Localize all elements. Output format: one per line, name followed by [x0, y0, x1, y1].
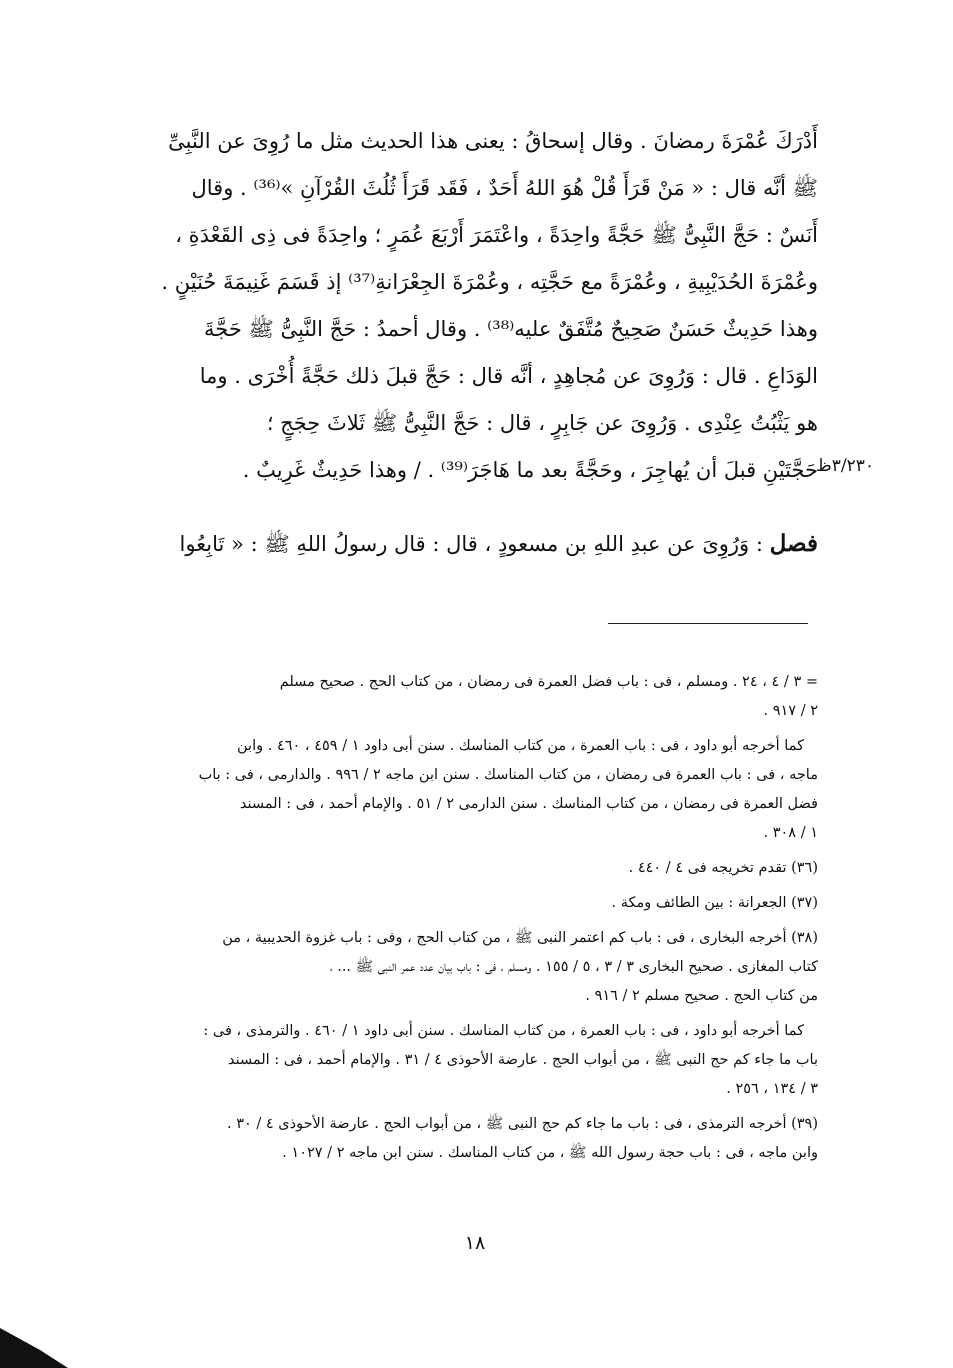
footnote — [150, 854, 818, 883]
fasl-text: : وَرُوِىَ عن عبدِ اللهِ بن مسعودٍ ، قال : قال رسولُ اللهِ ﷺ : « تَابِعُوا — [179, 532, 763, 556]
main-text-line: وعُمْرَةَ الحُدَيْبِيةِ ، وعُمْرَةً مع حَجَّتِه ، وعُمْرَةَ الجِعْرَانةِ⁽³⁷⁾ إذ قَسَمَ غَنِيمَةَ حُنَيْنٍ . — [161, 270, 818, 294]
footnote-line: ٣ / ١٣٤ ، ٢٥٦ . — [726, 1081, 818, 1097]
page-number: ١٨ — [464, 1232, 486, 1254]
main-text-line: حَجَّتَيْنِ قبلَ أن يُهاجِرَ ، وحَجَّةً بعد ما هَاجَرَ⁽³⁹⁾ . / وهذا حَدِيثٌ غَرِيبٌ . — [242, 458, 818, 482]
footnote-line: (٣٨) أخرجه البخارى ، فى : باب كم اعتمر النبى ﷺ ، من كتاب الحج ، وفى : باب غزوة الحديبية ، من — [222, 930, 818, 946]
main-text-line: أَنَسٌ : حَجَّ النَّبِىُّ ﷺ حَجَّةً واحِدَةً ، واعْتَمَرَ أَرْبَعَ عُمَرٍ ؛ واحِدَةً فى ذِى القَعْدَةِ ، — [175, 223, 818, 247]
main-text-line: وهذا حَدِيثٌ حَسَنٌ صَحِيحٌ مُتَّفَقٌ عليه⁽³⁸⁾ . وقال أحمدُ : حَجَّ النَّبِىُّ ﷺ حَجَّةَ — [204, 317, 818, 341]
footnote-line: ماجه ، فى : باب العمرة فى رمضان ، من كتاب المناسك . سنن ابن ماجه ٢ / ٩٩٦ . والدارمى ، فى : باب — [198, 767, 818, 783]
main-text-line: هو يَثْبُتُ عِنْدِى . وَرُوِىَ عن جَابِرٍ ، قال : حَجَّ النَّبِىُّ ﷺ ثَلاثَ حِجَجٍ ؛ — [266, 411, 818, 435]
fasl-section — [128, 520, 818, 568]
fasl-heading: فصل — [769, 530, 818, 557]
footnote — [150, 1017, 818, 1104]
footnote — [150, 1110, 818, 1168]
footnote-line: ٢ / ٩١٧ . — [763, 703, 818, 719]
scan-edge-shadow — [0, 1318, 70, 1368]
footnote-line: وابن ماجه ، فى : باب حجة رسول الله ﷺ ، من كتاب المناسك . سنن ابن ماجه ٢ / ١٠٢٧ . — [282, 1145, 818, 1161]
margin-reference: ٣/٢٣٠ظ — [816, 456, 874, 476]
footnote — [150, 732, 818, 848]
footnote — [150, 889, 818, 918]
footnote-line: كتاب المغازى . صحيح البخارى ٣ / ٣ ، ٥ / ١٥٥ . ومسلم ، فى : باب بيان عدد عمر النبى ﷺ ... ، — [329, 959, 818, 975]
footnote-line: (٣٦) تقدم تخريجه فى ٤ / ٤٤٠ . — [628, 860, 818, 876]
footnote-line: كما أخرجه أبو داود ، فى : باب العمرة ، من كتاب المناسك . سنن أبى داود ١ / ٤٦٠ . والترمذى ، فى : — [203, 1023, 804, 1039]
footnote-line: فضل العمرة فى رمضان ، من كتاب المناسك . سنن الدارمى ٢ / ٥١ . والإمام أحمد ، فى : المسند — [239, 796, 818, 812]
footnote-line: ١ / ٣٠٨ . — [763, 825, 818, 841]
footnote-line: باب ما جاء كم حج النبى ﷺ ، من أبواب الحج . عارضة الأحوذى ٤ / ٣١ . والإمام أحمد ، فى : المسند — [227, 1052, 818, 1068]
footnotes — [150, 668, 818, 1174]
footnote-line: = ٣ / ٤ ، ٢٤ . ومسلم ، فى : باب فضل العمرة فى رمضان ، من كتاب الحج . صحيح مسلم — [279, 674, 818, 690]
footnote-line: (٣٧) الجعرانة : بين الطائف ومكة . — [611, 895, 818, 911]
main-text-line: ﷺ أنَّه قال : « مَنْ قَرَأَ قُلْ هُوَ اللهُ أَحَدٌ ، فَقَد قَرَأَ ثُلُثَ القُرْآنِ »⁽³⁶⁾ . وقال — [191, 176, 818, 200]
footnote-separator — [608, 623, 808, 624]
footnote-line: من كتاب الحج . صحيح مسلم ٢ / ٩١٦ . — [585, 988, 818, 1004]
main-text-body — [128, 118, 818, 494]
footnote — [150, 924, 818, 1011]
main-text-line: أَدْرَكَ عُمْرَةَ رمضانَ . وقال إسحاقُ : يعنى هذا الحديث مثل ما رُوِىَ عن النَّبِىِّ — [168, 129, 818, 153]
main-text-line: الوَدَاعِ . قال : وَرُوِىَ عن مُجاهِدٍ ، أنَّه قال : حَجَّ قبلَ ذلك حَجَّةً أُخْرَى . وما — [199, 364, 818, 388]
footnote-line: (٣٩) أخرجه الترمذى ، فى : باب ما جاء كم حج النبى ﷺ ، من أبواب الحج . عارضة الأحوذى ٤ / ٣٠ . — [226, 1116, 818, 1132]
footnote-line: كما أخرجه أبو داود ، فى : باب العمرة ، من كتاب المناسك . سنن أبى داود ١ / ٤٥٩ ، ٤٦٠ . وابن — [237, 738, 804, 754]
footnote — [150, 668, 818, 726]
